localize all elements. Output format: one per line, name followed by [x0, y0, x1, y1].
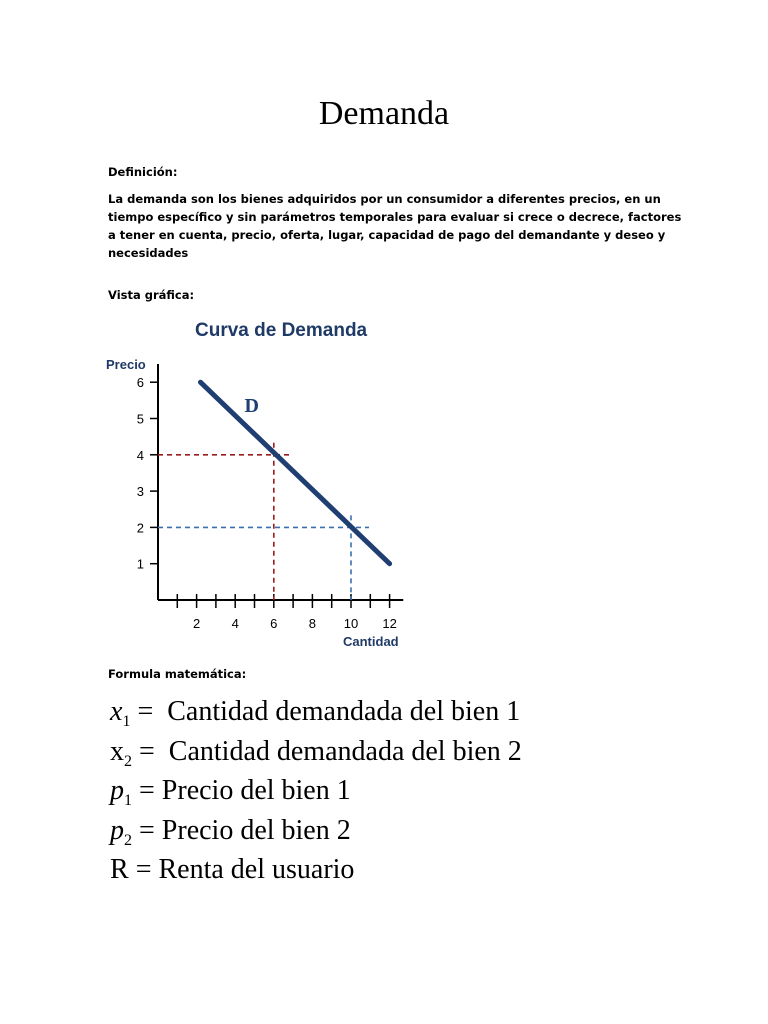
formula-variable: x	[110, 696, 123, 727]
y-tick-label: 4	[136, 447, 144, 463]
formula-list	[110, 692, 710, 890]
chart-title: Curva de Demanda	[195, 320, 368, 341]
formula-variable: p	[110, 775, 124, 806]
formula-subscript: 2	[124, 752, 132, 770]
formula-subscript: 1	[124, 792, 132, 809]
demand-curve-line	[200, 382, 389, 564]
formula-definition: = Precio del bien 1	[132, 775, 351, 806]
formula-row	[110, 692, 710, 732]
y-axis-label: Precio	[106, 357, 146, 372]
formula-variable: p	[110, 814, 124, 846]
formula-definition: = Cantidad demandada del bien 2	[132, 735, 522, 767]
x-axis-label: Cantidad	[343, 634, 399, 649]
y-tick-label: 3	[136, 484, 144, 500]
formula-row	[110, 811, 710, 851]
y-tick-label: 5	[136, 411, 144, 427]
x-tick-label: 4	[231, 616, 239, 631]
x-tick-label: 2	[192, 616, 201, 631]
y-tick-label: 2	[136, 520, 144, 536]
formula-definition: = Precio del bien 2	[132, 814, 351, 846]
x-tick-label: 6	[270, 616, 278, 631]
formula-label: Formula matemática:	[108, 667, 247, 681]
formula-variable: R	[110, 854, 129, 885]
formula-row	[110, 771, 710, 811]
x-tick-label: 10	[343, 616, 359, 631]
formula-row	[110, 732, 710, 772]
formula-variable: x	[110, 735, 124, 767]
x-tick-label: 8	[308, 616, 317, 631]
demand-curve-label: D	[244, 395, 259, 418]
definition-text: La demanda son los bienes adquiridos por un consumidor a diferentes precios, en un tiempo específico y sin parámetros temporales para evaluar si crece o decrece, factores a tener en cuenta, precio, oferta, lugar, capacidad de pago del demandante y deseo y necesidades	[108, 192, 682, 260]
y-tick-label: 1	[136, 556, 144, 572]
formula-row	[110, 850, 710, 890]
demand-chart	[100, 310, 430, 655]
formula-definition: = Cantidad demandada del bien 1	[130, 696, 521, 727]
page-title: Demanda	[318, 95, 450, 132]
demand-chart-svg	[100, 310, 430, 655]
formula-subscript: 1	[122, 713, 131, 730]
formula-definition: = Renta del usuario	[128, 854, 355, 885]
formula-subscript: 2	[124, 831, 132, 849]
graph-label: Vista gráfica:	[108, 288, 195, 302]
x-tick-label: 12	[382, 616, 397, 631]
y-tick-label: 6	[136, 375, 144, 391]
definition-label: Definición:	[108, 165, 178, 179]
